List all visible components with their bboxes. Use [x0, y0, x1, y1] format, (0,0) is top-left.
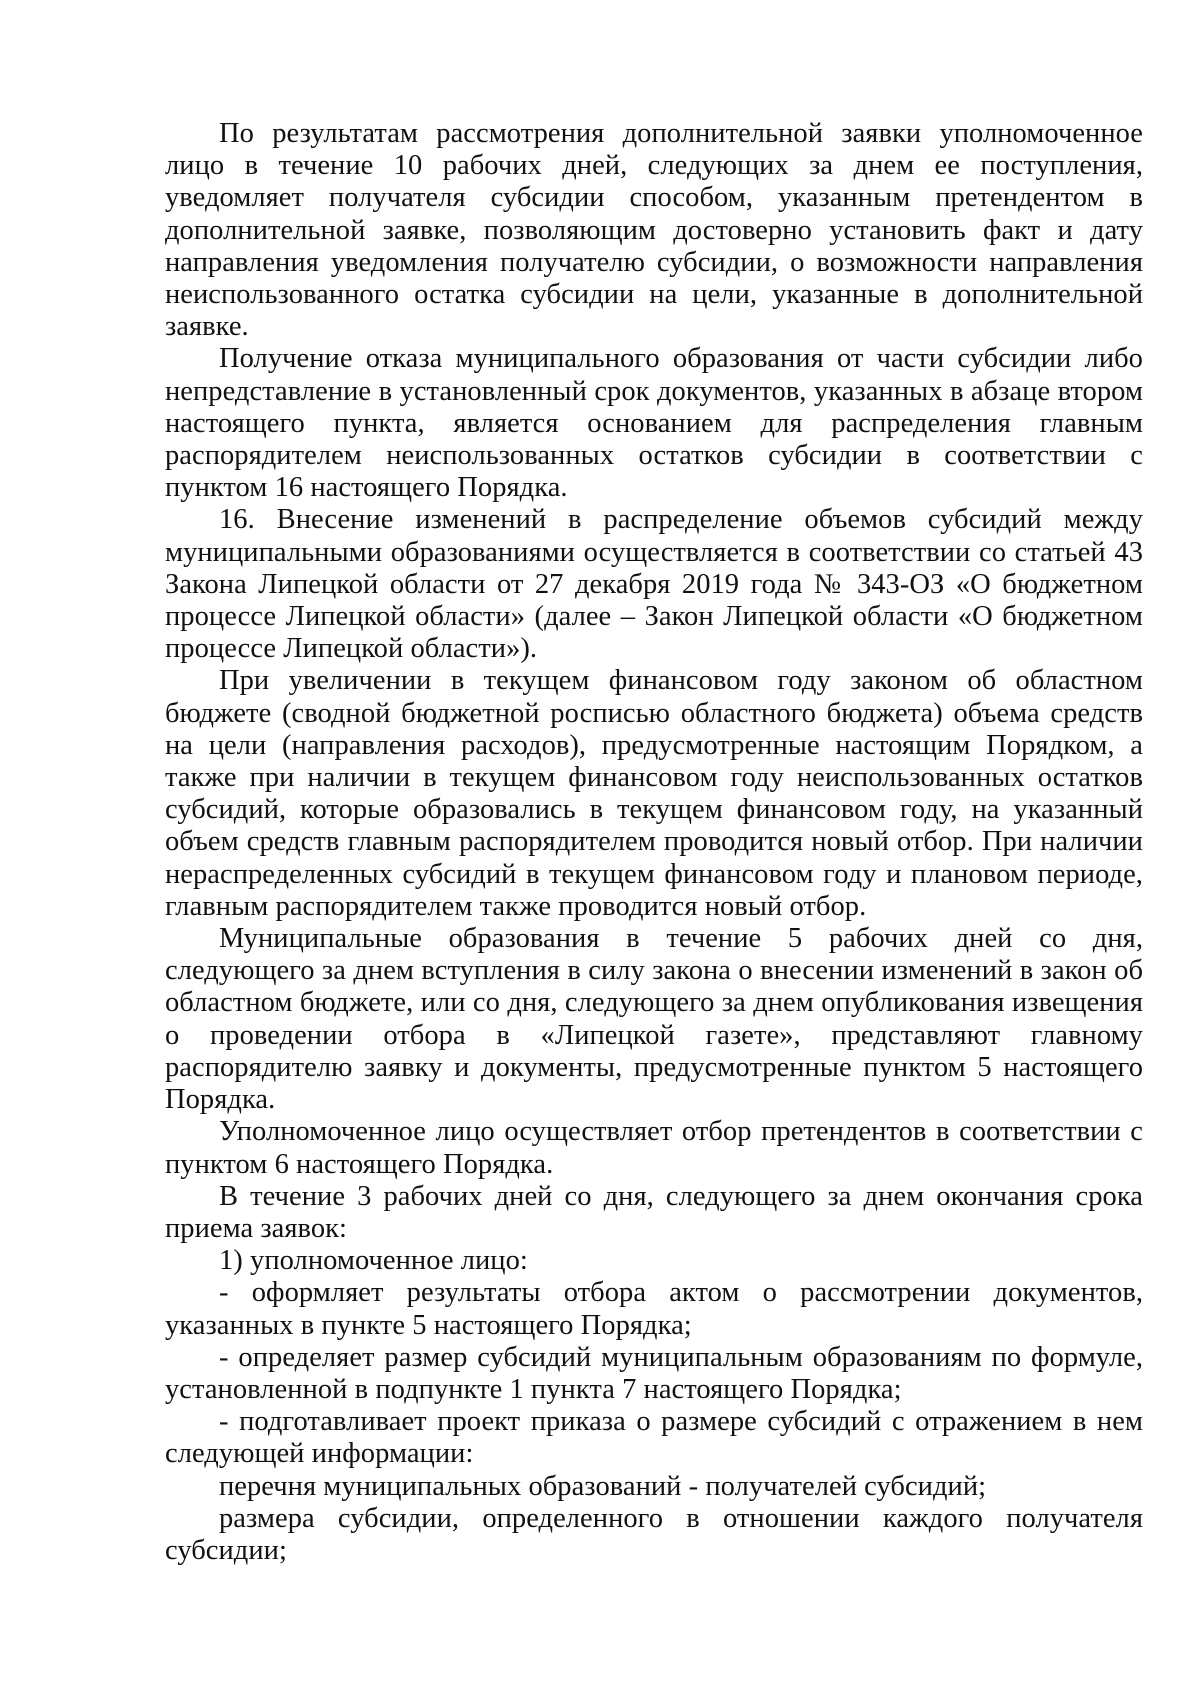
paragraph-10: - определяет размер субсидий муниципальным образованиям по формуле, установленной в подпункте 1 пункта 7 настоящего Порядка; [165, 1341, 1143, 1405]
paragraph-12: перечня муниципальных образований - получателей субсидий; [219, 1470, 987, 1502]
paragraph-9: - оформляет результаты отбора актом о рассмотрении документов, указанных в пункте 5 настоящего Порядка; [165, 1277, 1143, 1341]
paragraph-5: Муниципальные образования в течение 5 рабочих дней со дня, следующего за днем вступления в силу закона о внесении изменений в закон об областном бюджете, или со дня, следующего за днем опубликования извещения о проведении отбора в «Липецкой газете», представляют главному распорядителю заявку и документы, предусмотренные пунктом 5 настоящего Порядка. [165, 923, 1143, 1116]
paragraph-4: При увеличении в текущем финансовом году законом об областном бюджете (сводной бюджетной росписью областного бюджета) объема средств на цели (направления расходов), предусмотренные настоящим Порядком, а также при наличии в текущем финансовом году неиспользованных остатков субсидий, которые образовались в текущем финансовом году, на указанный объем средств главным распорядителем проводится новый отбор. При наличии нераспределенных субсидий в текущем финансовом году и плановом периоде, главным распорядителем также проводится новый отбор. [165, 665, 1143, 922]
paragraph-2: Получение отказа муниципального образования от части субсидии либо непредставление в установленный срок документов, указанных в абзаце втором настоящего пункта, является основанием для распределения главным распорядителем неиспользованных остатков субсидии в соответствии с пунктом 16 настоящего Порядка. [165, 343, 1143, 504]
paragraph-7: В течение 3 рабочих дней со дня, следующего за днем окончания срока приема заявок: [165, 1180, 1143, 1244]
paragraph-1: По результатам рассмотрения дополнительной заявки уполномоченное лицо в течение 10 рабочих дней, следующих за днем ее поступления, уведомляет получателя субсидии способом, указанным претендентом в дополнительной заявке, позволяющим достоверно установить факт и дату направления уведомления получателю субсидии, о возможности направления неиспользованного остатка субсидии на цели, указанные в дополнительной заявке. [165, 118, 1143, 343]
paragraph-11: - подготавливает проект приказа о размере субсидий с отражением в нем следующей информации: [165, 1406, 1143, 1470]
document-body [165, 118, 1143, 1567]
paragraph-8: 1) уполномоченное лицо: [219, 1245, 528, 1277]
paragraph-6: Уполномоченное лицо осуществляет отбор претендентов в соответствии с пунктом 6 настоящего Порядка. [165, 1116, 1143, 1180]
paragraph-13: размера субсидии, определенного в отношении каждого получателя субсидии; [165, 1502, 1143, 1566]
paragraph-3: 16. Внесение изменений в распределение объемов субсидий между муниципальными образованиями осуществляется в соответствии со статьей 43 Закона Липецкой области от 27 декабря 2019 года № 343-ОЗ «О бюджетном процессе Липецкой области» (далее – Закон Липецкой области «О бюджетном процессе Липецкой области»). [165, 504, 1143, 665]
